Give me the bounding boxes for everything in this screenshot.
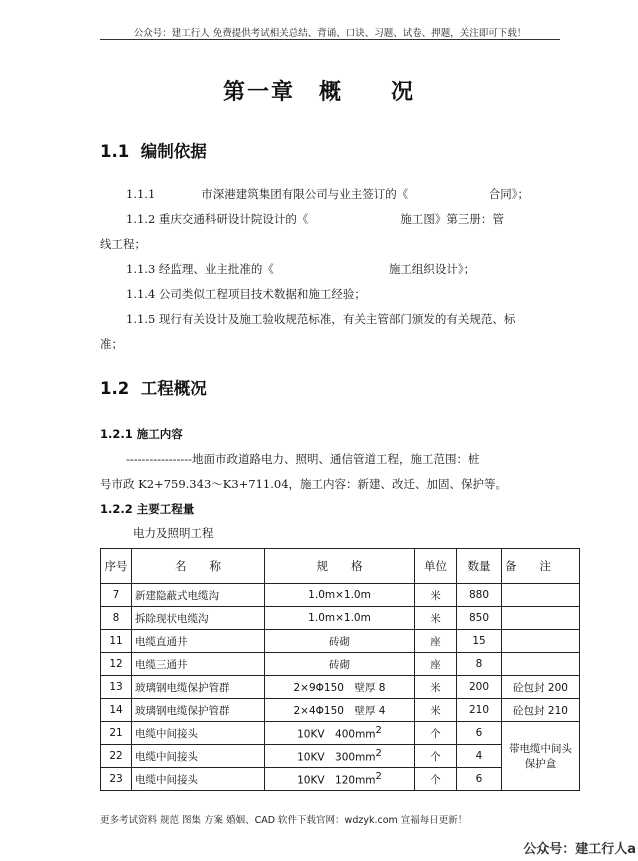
cell-unit: 个 [415,745,457,768]
cell-name: 电缆中间接头 [132,722,265,745]
cell-spec: 砖砌 [265,630,415,653]
table-row [101,607,580,630]
cell-spec: 1.0m×1.0m [265,584,415,607]
section-1-2-title: 1.2 工程概况 [100,379,207,398]
cell-spec: 2×9Φ150 壁厚 8 [265,676,415,699]
quantities-table [100,548,580,791]
cell-spec [265,722,415,745]
header-divider [100,39,560,40]
header-name: 名 称 [132,549,265,584]
spec-superscript: 2 [375,770,382,782]
section-1-1-title: 1.1 编制依据 [100,142,207,161]
cell-note-merged: 带电缆中间头保护盒 [502,722,580,791]
cell-no: 14 [101,699,132,722]
chapter-title: 第一章 概 况 [222,80,415,105]
cell-no: 22 [101,745,132,768]
basis-item-2-cont: 线工程； [100,237,146,251]
cell-qty: 880 [457,584,502,607]
spec-text: 10KV 300mm [297,751,376,764]
cell-unit: 米 [415,699,457,722]
cell-spec [265,745,415,768]
cell-unit: 个 [415,768,457,791]
cell-qty: 6 [457,768,502,791]
cell-unit: 个 [415,722,457,745]
page-header-text: 公众号：建工行人 免费提供考试相关总结、背诵、口诀、习题、试卷、押题，关注即可下载！ [133,28,527,39]
cell-no: 21 [101,722,132,745]
page-footer-text: 更多考试资料 规范 图集 方案 婚姻、CAD 软件下载官网：wdzyk.com 宣福每日更新！ [100,815,468,826]
table-row [101,653,580,676]
table-row [101,676,580,699]
cell-qty: 850 [457,607,502,630]
cell-no: 7 [101,584,132,607]
cell-spec: 2×4Φ150 壁厚 4 [265,699,415,722]
cell-name: 电缆三通井 [132,653,265,676]
basis-item-3: 1.1.3 经监理、业主批准的《 施工组织设计》； [126,262,476,276]
cell-note: 砼包封 210 [502,699,580,722]
basis-item-5-cont: 准； [100,337,123,351]
basis-item-2: 1.1.2 重庆交通科研设计院设计的《 施工图》第三册：管 [126,212,504,226]
table-row [101,630,580,653]
table-row [101,584,580,607]
cell-unit: 米 [415,584,457,607]
cell-unit: 座 [415,653,457,676]
cell-name: 电缆中间接头 [132,745,265,768]
cell-unit: 米 [415,676,457,699]
cell-no: 11 [101,630,132,653]
cell-qty: 8 [457,653,502,676]
cell-unit: 座 [415,630,457,653]
cell-note [502,653,580,676]
basis-item-4: 1.1.4 公司类似工程项目技术数据和施工经验； [126,287,366,301]
header-note: 备 注 [502,549,580,584]
cell-name: 玻璃钢电缆保护管群 [132,699,265,722]
subsection-1-2-1-title: 1.2.1 施工内容 [100,427,183,441]
spec-text: 10KV 120mm [297,774,376,787]
header-no: 序号 [101,549,132,584]
cell-qty: 6 [457,722,502,745]
cell-name: 拆除现状电缆沟 [132,607,265,630]
cell-name: 电缆中间接头 [132,768,265,791]
cell-qty: 4 [457,745,502,768]
cell-qty: 200 [457,676,502,699]
table-header-row [101,549,580,584]
table-row [101,699,580,722]
cell-qty: 210 [457,699,502,722]
spec-superscript: 2 [375,747,382,759]
subsection-1-2-2-title: 1.2.2 主要工程量 [100,502,195,516]
cell-note [502,584,580,607]
spec-text: 10KV 400mm [297,728,376,741]
cell-spec: 1.0m×1.0m [265,607,415,630]
cell-unit: 米 [415,607,457,630]
basis-item-5: 1.1.5 现行有关设计及施工验收规范标准，有关主管部门颁发的有关规范、标 [126,312,516,326]
watermark-text: 公众号：建工行人a [523,842,636,857]
cell-note [502,607,580,630]
cell-name: 电缆直通井 [132,630,265,653]
cell-note [502,630,580,653]
header-qty: 数量 [457,549,502,584]
cell-no: 8 [101,607,132,630]
cell-no: 23 [101,768,132,791]
scope-line-2: 号市政 K2+759.343～K3+711.04，施工内容：新建、改迁、加固、保护等。 [100,477,508,491]
cell-name: 新建隐蔽式电缆沟 [132,584,265,607]
cell-note: 砼包封 200 [502,676,580,699]
spec-superscript: 2 [375,724,382,736]
cell-qty: 15 [457,630,502,653]
cell-no: 12 [101,653,132,676]
table-row [101,722,580,745]
scope-line-1: -----------------地面市政道路电力、照明、通信管道工程，施工范围：桩 [126,452,480,466]
table-caption: 电力及照明工程 [133,526,214,540]
cell-spec [265,768,415,791]
basis-item-1: 1.1.1 市深港建筑集团有限公司与业主签订的《 合同》； [126,187,530,201]
header-unit: 单位 [415,549,457,584]
cell-no: 13 [101,676,132,699]
header-spec: 规 格 [265,549,415,584]
cell-spec: 砖砌 [265,653,415,676]
cell-name: 玻璃钢电缆保护管群 [132,676,265,699]
